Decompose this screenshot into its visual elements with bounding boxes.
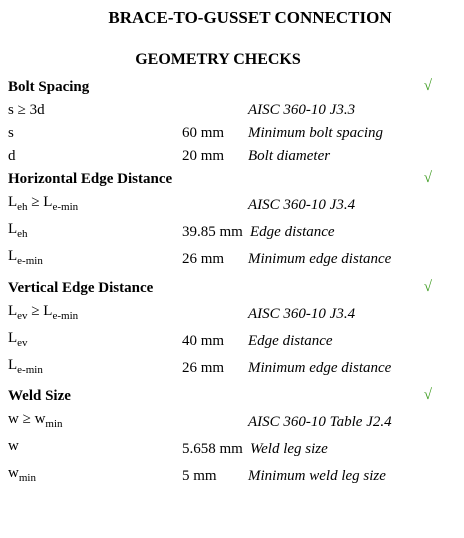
bolt-spacing-section [8, 77, 448, 168]
symbol: $L_{e-min}$ [8, 248, 43, 267]
value-row [8, 354, 448, 381]
check-row [8, 408, 448, 435]
weld-size-section [8, 386, 448, 489]
reference: AISC 360-10 J3.4 [248, 306, 356, 322]
check-row [8, 191, 448, 218]
check-icon: √ [423, 279, 432, 295]
check-icon: √ [423, 78, 432, 94]
description: Bolt diameter [248, 148, 331, 164]
value: 39.85 mm [182, 224, 243, 240]
symbol: $w_{min}$ [8, 465, 36, 484]
description: Weld leg size [250, 441, 328, 457]
section-title: Horizontal Edge Distance [8, 171, 173, 187]
value: 40 mm [182, 333, 225, 349]
section-title: Weld Size [8, 388, 71, 404]
value-row [8, 435, 448, 462]
symbol: $L_{ev} \ge L_{e-min}$ [8, 303, 79, 322]
reference: AISC 360-10 J3.4 [248, 197, 356, 213]
description: Minimum weld leg size [248, 468, 386, 484]
symbol: $L_{eh} \ge L_{e-min}$ [8, 194, 79, 213]
check-icon: √ [423, 170, 432, 186]
check-row [8, 99, 448, 122]
reference: AISC 360-10 Table J2.4 [248, 414, 392, 430]
value: 5 mm [182, 468, 217, 484]
description: Minimum edge distance [248, 360, 392, 376]
symbol: $L_{e-min}$ [8, 357, 43, 376]
description: Minimum edge distance [248, 251, 392, 267]
page-title: BRACE-TO-GUSSET CONNECTION [108, 8, 392, 27]
symbol: d [8, 148, 16, 164]
check-icon: √ [423, 387, 432, 403]
value-row [8, 462, 448, 489]
symbol: $w \ge w_{min}$ [8, 411, 63, 430]
check-row [8, 300, 448, 327]
horizontal-edge-section [8, 169, 448, 272]
value: 20 mm [182, 148, 225, 164]
value-row [8, 245, 448, 272]
value: 60 mm [182, 125, 225, 141]
description: Edge distance [248, 333, 333, 349]
section-title: Vertical Edge Distance [8, 280, 154, 296]
reference: AISC 360-10 J3.3 [248, 102, 356, 118]
section-title: Bolt Spacing [8, 79, 90, 95]
vertical-edge-section [8, 278, 448, 381]
value: 26 mm [182, 360, 225, 376]
symbol: $L_{eh}$ [8, 221, 28, 240]
section-subtitle: GEOMETRY CHECKS [135, 51, 301, 68]
value: 5.658 mm [182, 441, 243, 457]
value-row [8, 145, 448, 168]
value-row [8, 218, 448, 245]
value: 26 mm [182, 251, 225, 267]
value-row [8, 327, 448, 354]
symbol: w [8, 438, 19, 454]
symbol: s [8, 125, 14, 141]
description: Minimum bolt spacing [248, 125, 383, 141]
description: Edge distance [250, 224, 335, 240]
symbol: s ≥ 3d [8, 102, 45, 118]
value-row [8, 122, 448, 145]
symbol: $L_{ev}$ [8, 330, 28, 349]
